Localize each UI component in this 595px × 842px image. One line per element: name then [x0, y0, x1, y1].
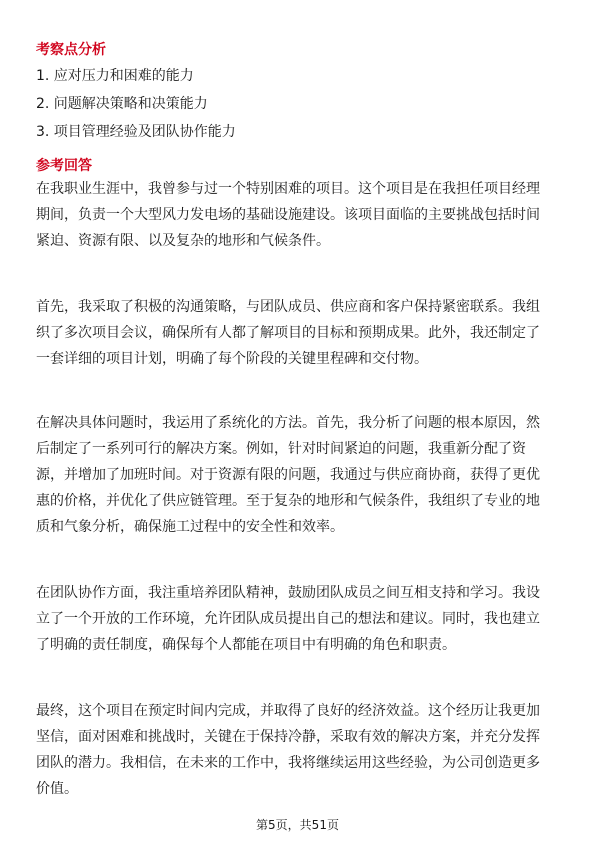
- paragraph-line: 在我职业生涯中，我曾参与过一个特别困难的项目。这个项目是在我担任项目经理: [36, 181, 540, 197]
- paragraph-line: 最终，这个项目在预定时间内完成，并取得了良好的经济效益。这个经历让我更加: [36, 703, 540, 719]
- paragraph-line: 立了一个开放的工作环境，允许团队成员提出自己的想法和建议。同时，我也建立: [36, 611, 540, 627]
- analysis-heading: 考察点分析: [36, 42, 106, 58]
- analysis-item-3: 3. 项目管理经验及团队协作能力: [36, 124, 236, 140]
- answer-heading: 参考回答: [36, 158, 92, 174]
- answer-paragraph-2: [36, 294, 562, 372]
- paragraph-line: 质和气象分析，确保施工过程中的安全性和效率。: [36, 519, 344, 535]
- paragraph-line: 紧迫、资源有限、以及复杂的地形和气候条件。: [36, 233, 330, 249]
- analysis-item-1: 1. 应对压力和困难的能力: [36, 68, 194, 84]
- answer-paragraph-4: [36, 580, 562, 658]
- paragraph-line: 团队的潜力。我相信，在未来的工作中，我将继续运用这些经验，为公司创造更多: [36, 755, 540, 771]
- answer-paragraph-5: [36, 698, 562, 802]
- paragraph-line: 源，并增加了加班时间。对于资源有限的问题，我通过与供应商协商，获得了更优: [36, 467, 540, 483]
- page-number: 第5页，共51页: [256, 818, 339, 832]
- analysis-item-2: 2. 问题解决策略和决策能力: [36, 96, 208, 112]
- paragraph-line: 在解决具体问题时，我运用了系统化的方法。首先，我分析了问题的根本原因，然: [36, 415, 540, 431]
- paragraph-line: 了明确的责任制度，确保每个人都能在项目中有明确的角色和职责。: [36, 637, 456, 653]
- paragraph-line: 后制定了一系列可行的解决方案。例如，针对时间紧迫的问题，我重新分配了资: [36, 441, 526, 457]
- paragraph-line: 惠的价格，并优化了供应链管理。至于复杂的地形和气候条件，我组织了专业的地: [36, 493, 540, 509]
- paragraph-line: 期间，负责一个大型风力发电场的基础设施建设。该项目面临的主要挑战包括时间: [36, 207, 540, 223]
- paragraph-line: 在团队协作方面，我注重培养团队精神，鼓励团队成员之间互相支持和学习。我设: [36, 585, 540, 601]
- paragraph-line: 织了多次项目会议，确保所有人都了解项目的目标和预期成果。此外，我还制定了: [36, 325, 540, 341]
- paragraph-line: 价值。: [36, 781, 78, 797]
- paragraph-line: 首先，我采取了积极的沟通策略，与团队成员、供应商和客户保持紧密联系。我组: [36, 299, 540, 315]
- paragraph-line: 坚信，面对困难和挑战时，关键在于保持冷静，采取有效的解决方案，并充分发挥: [36, 729, 540, 745]
- paragraph-line: 一套详细的项目计划，明确了每个阶段的关键里程碑和交付物。: [36, 351, 428, 367]
- answer-paragraph-1: [36, 176, 562, 254]
- answer-paragraph-3: [36, 410, 562, 540]
